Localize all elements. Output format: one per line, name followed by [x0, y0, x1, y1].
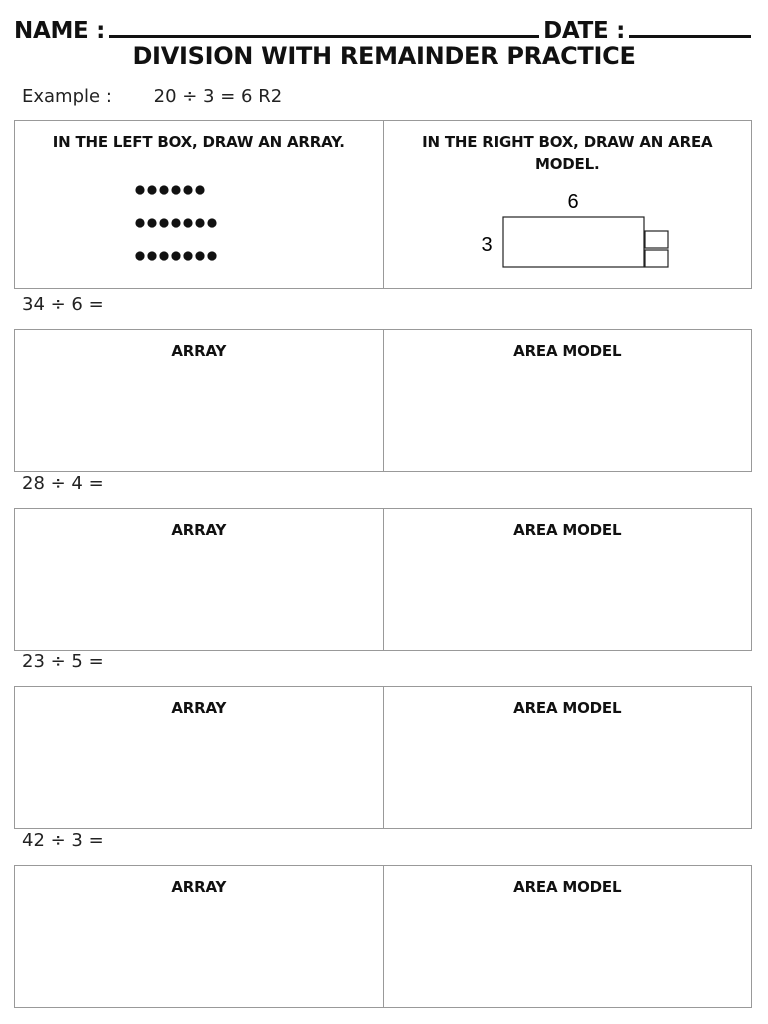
array-work-area[interactable]: [15, 509, 384, 650]
area-model-heading: AREA MODEL: [513, 878, 622, 896]
array-dot: [135, 251, 144, 260]
area-model-heading: AREA MODEL: [513, 521, 622, 539]
array-work-area[interactable]: [15, 866, 384, 1007]
array-dot: [183, 251, 192, 260]
area-model-work-area[interactable]: [384, 509, 752, 650]
example-equation: 20 ÷ 3 = 6 R2: [153, 86, 283, 107]
example-label: Example :: [22, 86, 112, 107]
array-dot: [171, 218, 180, 227]
example-box: [14, 120, 752, 289]
area-model-main-rect: [503, 217, 644, 267]
array-dot: [195, 218, 204, 227]
area-model-top-label: 6: [566, 191, 579, 213]
right-instruction-line1: IN THE RIGHT BOX, DRAW AN AREA: [422, 133, 713, 151]
array-dot: [147, 251, 156, 260]
area-model-remainder-box: [645, 231, 668, 248]
date-blank-line[interactable]: [629, 35, 751, 38]
array-heading: ARRAY: [171, 342, 227, 360]
example-line: [22, 86, 282, 107]
left-instruction: IN THE LEFT BOX, DRAW AN ARRAY.: [52, 133, 345, 151]
header-row: [14, 8, 754, 44]
problem-box: [14, 865, 752, 1008]
problem-equation: 23 ÷ 5 =: [22, 651, 104, 672]
array-dot: [183, 185, 192, 194]
array-dot: [195, 185, 204, 194]
problem-equation: 34 ÷ 6 =: [22, 294, 104, 315]
array-heading: ARRAY: [171, 699, 227, 717]
array-dot: [135, 185, 144, 194]
array-dot: [195, 251, 204, 260]
problem-equation: 42 ÷ 3 =: [22, 830, 104, 851]
name-label: NAME :: [14, 18, 106, 44]
area-model-heading: AREA MODEL: [513, 699, 622, 717]
array-heading: ARRAY: [171, 521, 227, 539]
problem-box: [14, 686, 752, 829]
array-dot: [183, 218, 192, 227]
array-dot: [147, 185, 156, 194]
example-area-cell: [384, 121, 752, 288]
right-instruction-line2: MODEL.: [535, 155, 600, 173]
area-model-drawing: [384, 121, 753, 288]
array-dot: [207, 218, 216, 227]
example-array-cell: [15, 121, 384, 288]
area-model-work-area[interactable]: [384, 687, 752, 828]
array-dot: [171, 185, 180, 194]
array-dot: [207, 251, 216, 260]
array-work-area[interactable]: [15, 687, 384, 828]
array-dot: [147, 218, 156, 227]
problem-equation: 28 ÷ 4 =: [22, 473, 104, 494]
name-blank-line[interactable]: [109, 35, 539, 38]
worksheet-title: DIVISION WITH REMAINDER PRACTICE: [132, 42, 636, 70]
area-model-heading: AREA MODEL: [513, 342, 622, 360]
area-model-side-label: 3: [480, 234, 493, 256]
problem-box: [14, 329, 752, 472]
area-model-work-area[interactable]: [384, 866, 752, 1007]
date-label: DATE :: [543, 18, 625, 44]
array-heading: ARRAY: [171, 878, 227, 896]
area-model-remainder-box: [645, 250, 668, 267]
array-dot: [159, 218, 168, 227]
array-dot: [159, 251, 168, 260]
problem-box: [14, 508, 752, 651]
area-model-work-area[interactable]: [384, 330, 752, 471]
array-dots-drawing: [15, 121, 384, 288]
array-dot: [159, 185, 168, 194]
array-dot: [171, 251, 180, 260]
array-work-area[interactable]: [15, 330, 384, 471]
array-dot: [135, 218, 144, 227]
